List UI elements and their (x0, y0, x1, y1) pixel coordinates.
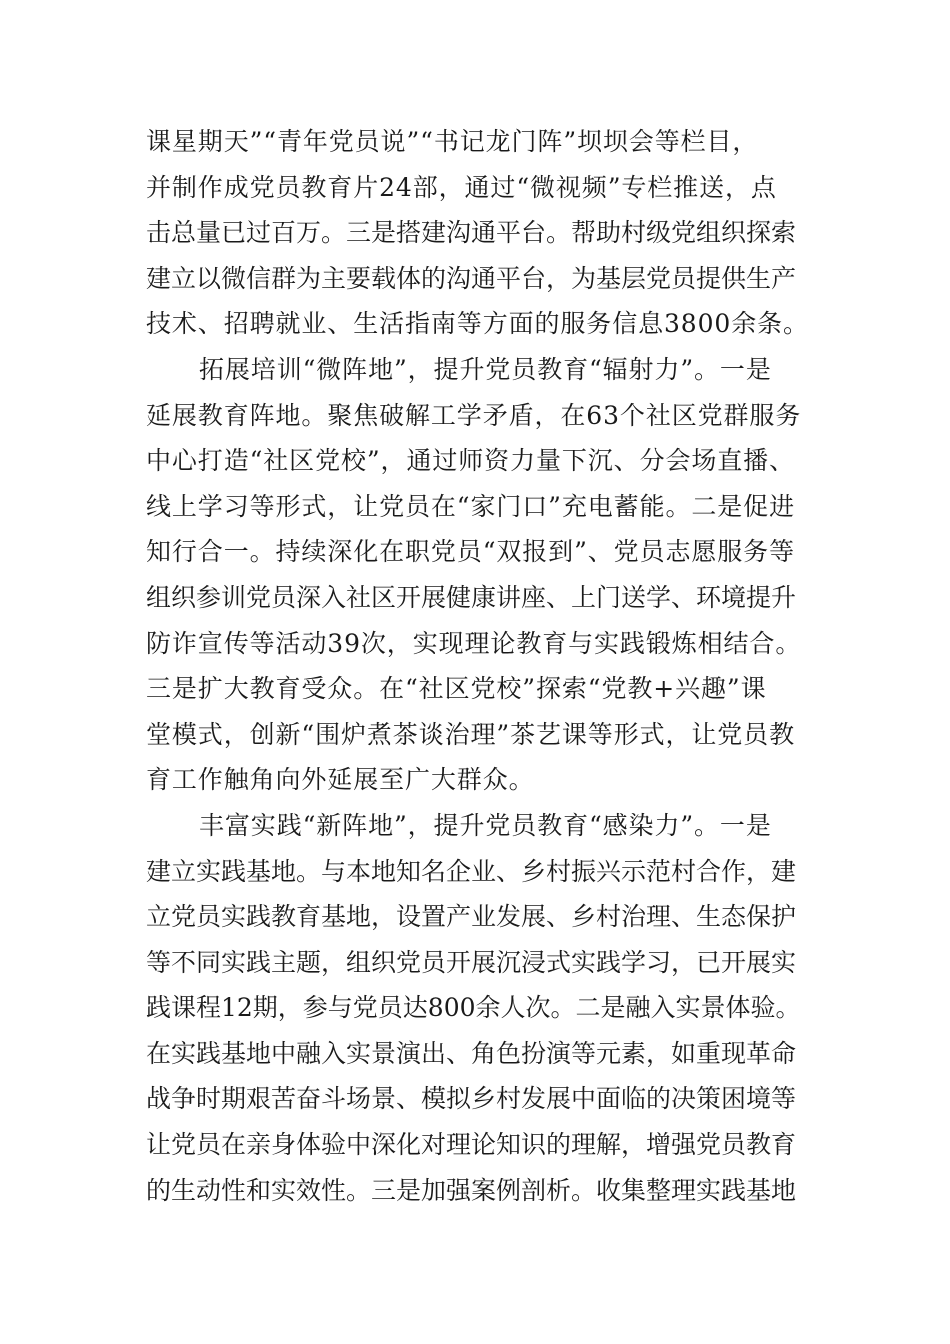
paragraph-line: 组织参训党员深入社区开展健康讲座、上门送学、环境提升 (146, 582, 797, 612)
paragraph-line: 让党员在亲身体验中深化对理论知识的理解，增强党员教育 (146, 1130, 797, 1160)
paragraph-line: 堂模式，创新“围炉煮茶谈治理”茶艺课等形式，让党员教 (146, 719, 795, 749)
paragraph-line: 拓展培训“微阵地”，提升党员教育“辐射力”。一是 (199, 354, 772, 384)
paragraph-line: 在实践基地中融入实景演出、角色扮演等元素，如重现革命 (146, 1038, 797, 1068)
paragraph-line: 建立以微信群为主要载体的沟通平台，为基层党员提供生产 (146, 263, 797, 293)
paragraph-line: 三是扩大教育受众。在“社区党校”探索“党教+兴趣”课 (146, 674, 767, 704)
paragraph-line: 育工作触角向外延展至广大群众。 (146, 765, 535, 795)
paragraph-line: 等不同实践主题，组织党员开展沉浸式实践学习，已开展实 (146, 947, 797, 977)
paragraph-line: 建立实践基地。与本地知名企业、乡村振兴示范村合作，建 (146, 856, 797, 886)
paragraph-line: 的生动性和实效性。三是加强案例剖析。收集整理实践基地 (146, 1175, 797, 1205)
paragraph-line: 延展教育阵地。聚焦破解工学矛盾，在63个社区党群服务 (146, 400, 802, 430)
paragraph-line: 技术、招聘就业、生活指南等方面的服务信息3800余条。 (146, 309, 809, 339)
paragraph-line: 立党员实践教育基地，设置产业发展、乡村治理、生态保护 (146, 902, 797, 932)
paragraph-line: 中心打造“社区党校”，通过师资力量下沉、分会场直播、 (146, 446, 795, 476)
document-body (146, 119, 818, 1213)
paragraph-line: 知行合一。持续深化在职党员“双报到”、党员志愿服务等 (146, 537, 795, 567)
paragraph-line: 击总量已过百万。三是搭建沟通平台。帮助村级党组织探索 (146, 218, 797, 248)
paragraph-line: 线上学习等形式，让党员在“家门口”充电蓄能。二是促进 (146, 491, 795, 521)
paragraph-1 (146, 119, 818, 347)
paragraph-line: 并制作成党员教育片24部，通过“微视频”专栏推送，点 (146, 172, 777, 202)
paragraph-line: 战争时期艰苦奋斗场景、模拟乡村发展中面临的决策困境等 (146, 1084, 797, 1114)
paragraph-line: 丰富实践“新阵地”，提升党员教育“感染力”。一是 (199, 810, 772, 840)
paragraph-line: 课星期天”“青年党员说”“书记龙门阵”坝坝会等栏目， (146, 127, 759, 156)
paragraph-3 (146, 803, 818, 1213)
paragraph-2 (146, 347, 818, 803)
paragraph-line: 践课程12期，参与党员达800余人次。二是融入实景体验。 (146, 993, 801, 1023)
paragraph-line: 防诈宣传等活动39次，实现理论教育与实践锻炼相结合。 (146, 628, 802, 658)
